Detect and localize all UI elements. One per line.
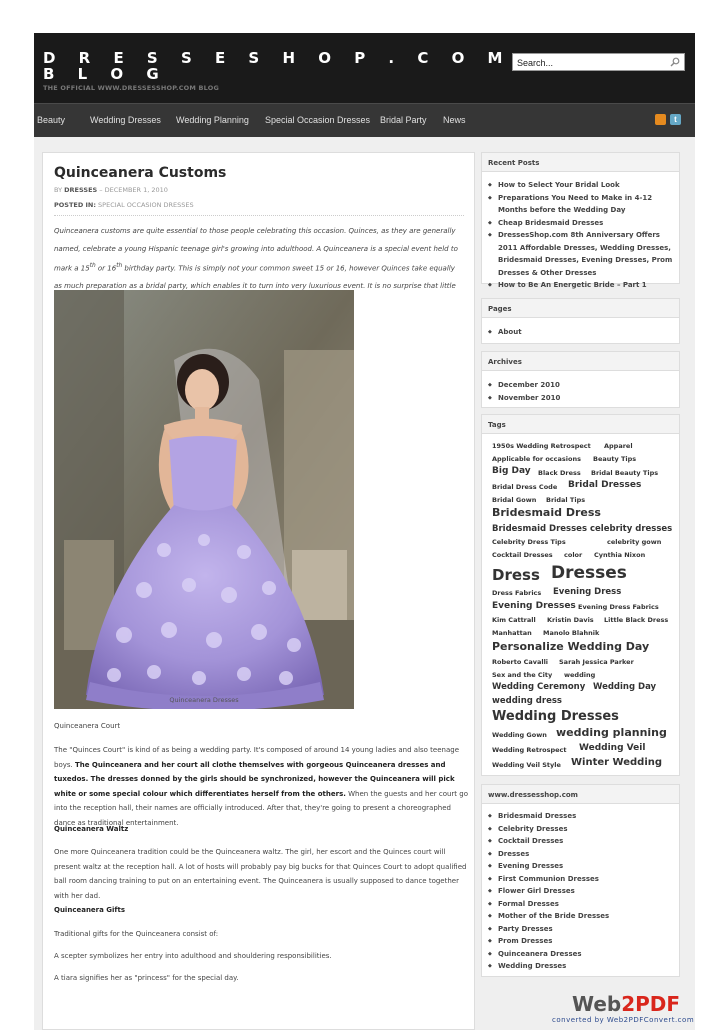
tag-link[interactable]: Apparel — [604, 442, 633, 450]
widget-title: Archives — [482, 352, 679, 371]
waltz-paragraph: One more Quinceanera tradition could be the Quinceanera waltz. The girl, her escort and the Quinces court will present waltz at the reception hall. A lot of hosts will probably pay big bucks for that Quinces Court to adopt qualified ball room dancing training to put on an entertaining event. The Quinceanera is usually supposed to dance together with her dad. — [54, 848, 467, 900]
list-item[interactable]: ◆ Flower Girl Dresses — [488, 885, 673, 898]
list-item[interactable]: ◆ Preparations You Need to Make in 4-12 Months before the Wedding Day — [488, 192, 673, 217]
waltz-heading: Quinceanera Waltz — [54, 825, 129, 833]
widget-title: Recent Posts — [482, 153, 679, 172]
tag-link[interactable]: Black Dress — [538, 469, 581, 477]
tag-link[interactable]: Manhattan — [492, 629, 532, 637]
search-box — [512, 53, 685, 71]
tag-link[interactable]: Beauty Tips — [593, 455, 637, 463]
site-tagline: THE OFFICIAL WWW.DRESSESSHOP.COM BLOG — [43, 84, 220, 92]
archives-widget — [481, 351, 680, 408]
tag-cloud — [482, 434, 679, 774]
list-item[interactable]: ◆ Dresses — [488, 848, 673, 861]
list-item[interactable]: ◆ First Communion Dresses — [488, 873, 673, 886]
post-category-line — [54, 201, 194, 209]
tag-link[interactable]: Cynthia Nixon — [594, 551, 646, 559]
tag-link[interactable]: Evening Dress Fabrics — [578, 603, 659, 611]
site-links-widget — [481, 784, 680, 977]
post-author[interactable]: DRESSES — [64, 186, 98, 194]
list-item[interactable]: ◆ How to Select Your Bridal Look — [488, 179, 673, 192]
list-item[interactable]: ◆ How to Be An Energetic Bride – Part 1 — [488, 279, 673, 292]
tag-link[interactable]: Wedding Veil — [579, 743, 646, 753]
tag-link[interactable]: Sarah Jessica Parker — [559, 658, 634, 666]
tag-link[interactable]: Wedding Retrospect — [492, 746, 567, 754]
post-title[interactable]: Quinceanera Customs — [54, 165, 227, 181]
list-item[interactable]: ◆ November 2010 — [488, 392, 673, 405]
tag-link[interactable]: Bridal Gown — [492, 496, 537, 504]
image-caption: Quinceanera Dresses — [169, 696, 239, 704]
posted-in-label: POSTED IN: — [54, 201, 96, 209]
post-date: – DECEMBER 1, 2010 — [99, 186, 168, 194]
pages-widget — [481, 298, 680, 344]
list-item[interactable]: ◆ Wedding Dresses — [488, 960, 673, 973]
main-navigation — [34, 103, 695, 137]
court-paragraph: The "Quinces Court" is kind of as being a wedding party. It's composed of around 14 young ladies and also teenage boys. The Quinceanera and her court all clothe themselves with gorgeous Quinceanera dresses and tuxedos. The dresses donned by the girls should be synchronized, however the Quinceanera will pick white or some special colour which differentiates herself from the others. When the guests and her court go into the reception hall, their names are officially introduced. After that, they're going to present a choreographed dance as traditional entertainment. — [54, 746, 469, 827]
tag-link[interactable]: wedding planning — [556, 726, 667, 739]
tag-link[interactable]: Kristin Davis — [547, 616, 594, 624]
tag-link[interactable]: Wedding Dresses — [492, 709, 619, 724]
nav-item-beauty[interactable]: Beauty — [37, 115, 66, 125]
tag-link[interactable]: Evening Dress — [553, 587, 622, 597]
list-item[interactable]: ◆ About — [488, 326, 673, 339]
site-header — [34, 33, 695, 103]
court-heading: Quinceanera Court — [54, 722, 121, 730]
web2pdf-watermark — [552, 992, 712, 1024]
tag-link[interactable]: celebrity gown — [607, 538, 662, 546]
list-item[interactable]: ◆ DressesShop.com 8th Anniversary Offers 2011 Affordable Dresses, Wedding Dresses, Bridesmaid Dresses, Evening Dresses, Prom Dresses & Other Dresses — [488, 229, 673, 279]
tag-link[interactable]: color — [564, 551, 583, 559]
tag-link[interactable]: Applicable for occasions — [492, 455, 581, 463]
list-item[interactable]: ◆ December 2010 — [488, 379, 673, 392]
tag-link[interactable]: Wedding Gown — [492, 731, 547, 739]
tag-link[interactable]: Winter Wedding — [571, 757, 663, 768]
tag-link[interactable]: wedding — [564, 671, 596, 679]
tag-link[interactable]: Roberto Cavalli — [492, 658, 549, 666]
tag-link[interactable]: Dress — [492, 566, 540, 584]
tag-link[interactable]: Manolo Blahnik — [543, 629, 600, 637]
post-article — [42, 152, 475, 1030]
gifts-heading: Quinceanera Gifts — [54, 906, 125, 914]
web2pdf-logo[interactable]: Web2PDF — [572, 992, 681, 1016]
tag-link[interactable]: 1950s Wedding Retrospect — [492, 442, 591, 450]
scepter-paragraph: A scepter symbolizes her entry into adulthood and shouldering responsibilities. — [54, 952, 332, 960]
list-item[interactable]: ◆ Celebrity Dresses — [488, 823, 673, 836]
list-item[interactable]: ◆ Formal Dresses — [488, 898, 673, 911]
tag-link[interactable]: Wedding Day — [593, 682, 657, 692]
list-item[interactable]: ◆ Cocktail Dresses — [488, 835, 673, 848]
tag-link[interactable]: Celebrity Dress Tips — [492, 538, 566, 546]
tag-link[interactable]: Bridal Tips — [546, 496, 586, 504]
nav-item-news[interactable]: News — [443, 115, 466, 125]
post-intro: Quinceanera customs are quite essential to those people celebrating this occasion. Quinces, as they are generally named, celebrate a young Hispanic teenage girl's growing into adulthood. A Quinceanera is a special event held to mark a 15th or 16th birthday party. This is simply not your common sweet 15 or 16, however Quinces take equally as much preparation as a bridal party, which enables it to turn into very luxurious event. It is no surprise that little — [54, 227, 458, 290]
recent-posts-widget — [481, 152, 680, 289]
widget-title: Tags — [482, 415, 679, 434]
tag-link[interactable]: wedding dress — [492, 696, 562, 706]
nav-item-wedding-planning[interactable]: Wedding Planning — [176, 115, 249, 125]
rss-icon[interactable] — [655, 114, 666, 125]
tag-link[interactable]: Little Black Dress — [604, 616, 669, 624]
list-item[interactable]: ◆ Cheap Bridesmaid Dresses — [488, 217, 673, 230]
list-item[interactable]: ◆ Party Dresses — [488, 923, 673, 936]
tag-link[interactable]: celebrity dresses — [590, 524, 673, 534]
post-category[interactable]: SPECIAL OCCASION DRESSES — [98, 201, 194, 209]
tiara-paragraph: A tiara signifies her as "princess" for the special day. — [54, 974, 239, 982]
tag-link[interactable]: Wedding Veil Style — [492, 761, 561, 769]
divider — [54, 215, 464, 216]
tag-link[interactable]: Evening Dresses — [492, 601, 576, 611]
gifts-paragraph: Traditional gifts for the Quinceanera consist of: — [54, 930, 219, 938]
tag-link[interactable]: Bridesmaid Dresses — [492, 524, 587, 534]
list-item[interactable]: ◆ Mother of the Bride Dresses — [488, 910, 673, 923]
list-item[interactable]: ◆ Evening Dresses — [488, 860, 673, 873]
site-logo[interactable]: D R E S S E S H O P . C O M — [43, 49, 512, 67]
tag-link[interactable]: Sex and the City — [492, 671, 553, 679]
widget-title: Pages — [482, 299, 679, 318]
tag-link[interactable]: Big Day — [492, 466, 531, 476]
list-item[interactable]: ◆ Prom Dresses — [488, 935, 673, 948]
tag-link[interactable]: Dresses — [551, 563, 627, 583]
post-meta — [54, 186, 168, 194]
twitter-icon[interactable]: t — [670, 114, 681, 125]
quinceanera-dress-photo — [54, 290, 354, 709]
tag-link[interactable]: Dress Fabrics — [492, 589, 542, 597]
tag-link[interactable]: Bridal Dress Code — [492, 483, 558, 491]
list-item[interactable]: ◆ Bridesmaid Dresses — [488, 810, 673, 823]
tag-link[interactable]: Bridal Dresses — [568, 480, 642, 490]
tag-link[interactable]: Bridal Beauty Tips — [591, 469, 659, 477]
watermark-text[interactable]: converted by Web2PDFConvert.com — [552, 1016, 695, 1024]
tags-widget — [481, 414, 680, 776]
search-input[interactable] — [517, 56, 667, 69]
search-icon[interactable] — [670, 57, 680, 67]
tag-link[interactable]: Wedding Ceremony — [492, 682, 586, 692]
by-label: BY — [54, 186, 63, 194]
widget-title: www.dressesshop.com — [482, 785, 679, 804]
tag-link[interactable]: Personalize Wedding Day — [492, 640, 650, 653]
tag-link[interactable]: Cocktail Dresses — [492, 551, 553, 559]
tag-link[interactable]: Bridesmaid Dress — [492, 506, 601, 519]
site-logo-subtitle[interactable]: B L O G — [43, 65, 168, 83]
list-item[interactable]: ◆ Quinceanera Dresses — [488, 948, 673, 961]
nav-item-special-occasion-dresses[interactable]: Special Occasion Dresses — [265, 115, 371, 125]
nav-item-bridal-party[interactable]: Bridal Party — [380, 115, 427, 125]
tag-link[interactable]: Kim Cattrall — [492, 616, 536, 624]
nav-item-wedding-dresses[interactable]: Wedding Dresses — [90, 115, 161, 125]
